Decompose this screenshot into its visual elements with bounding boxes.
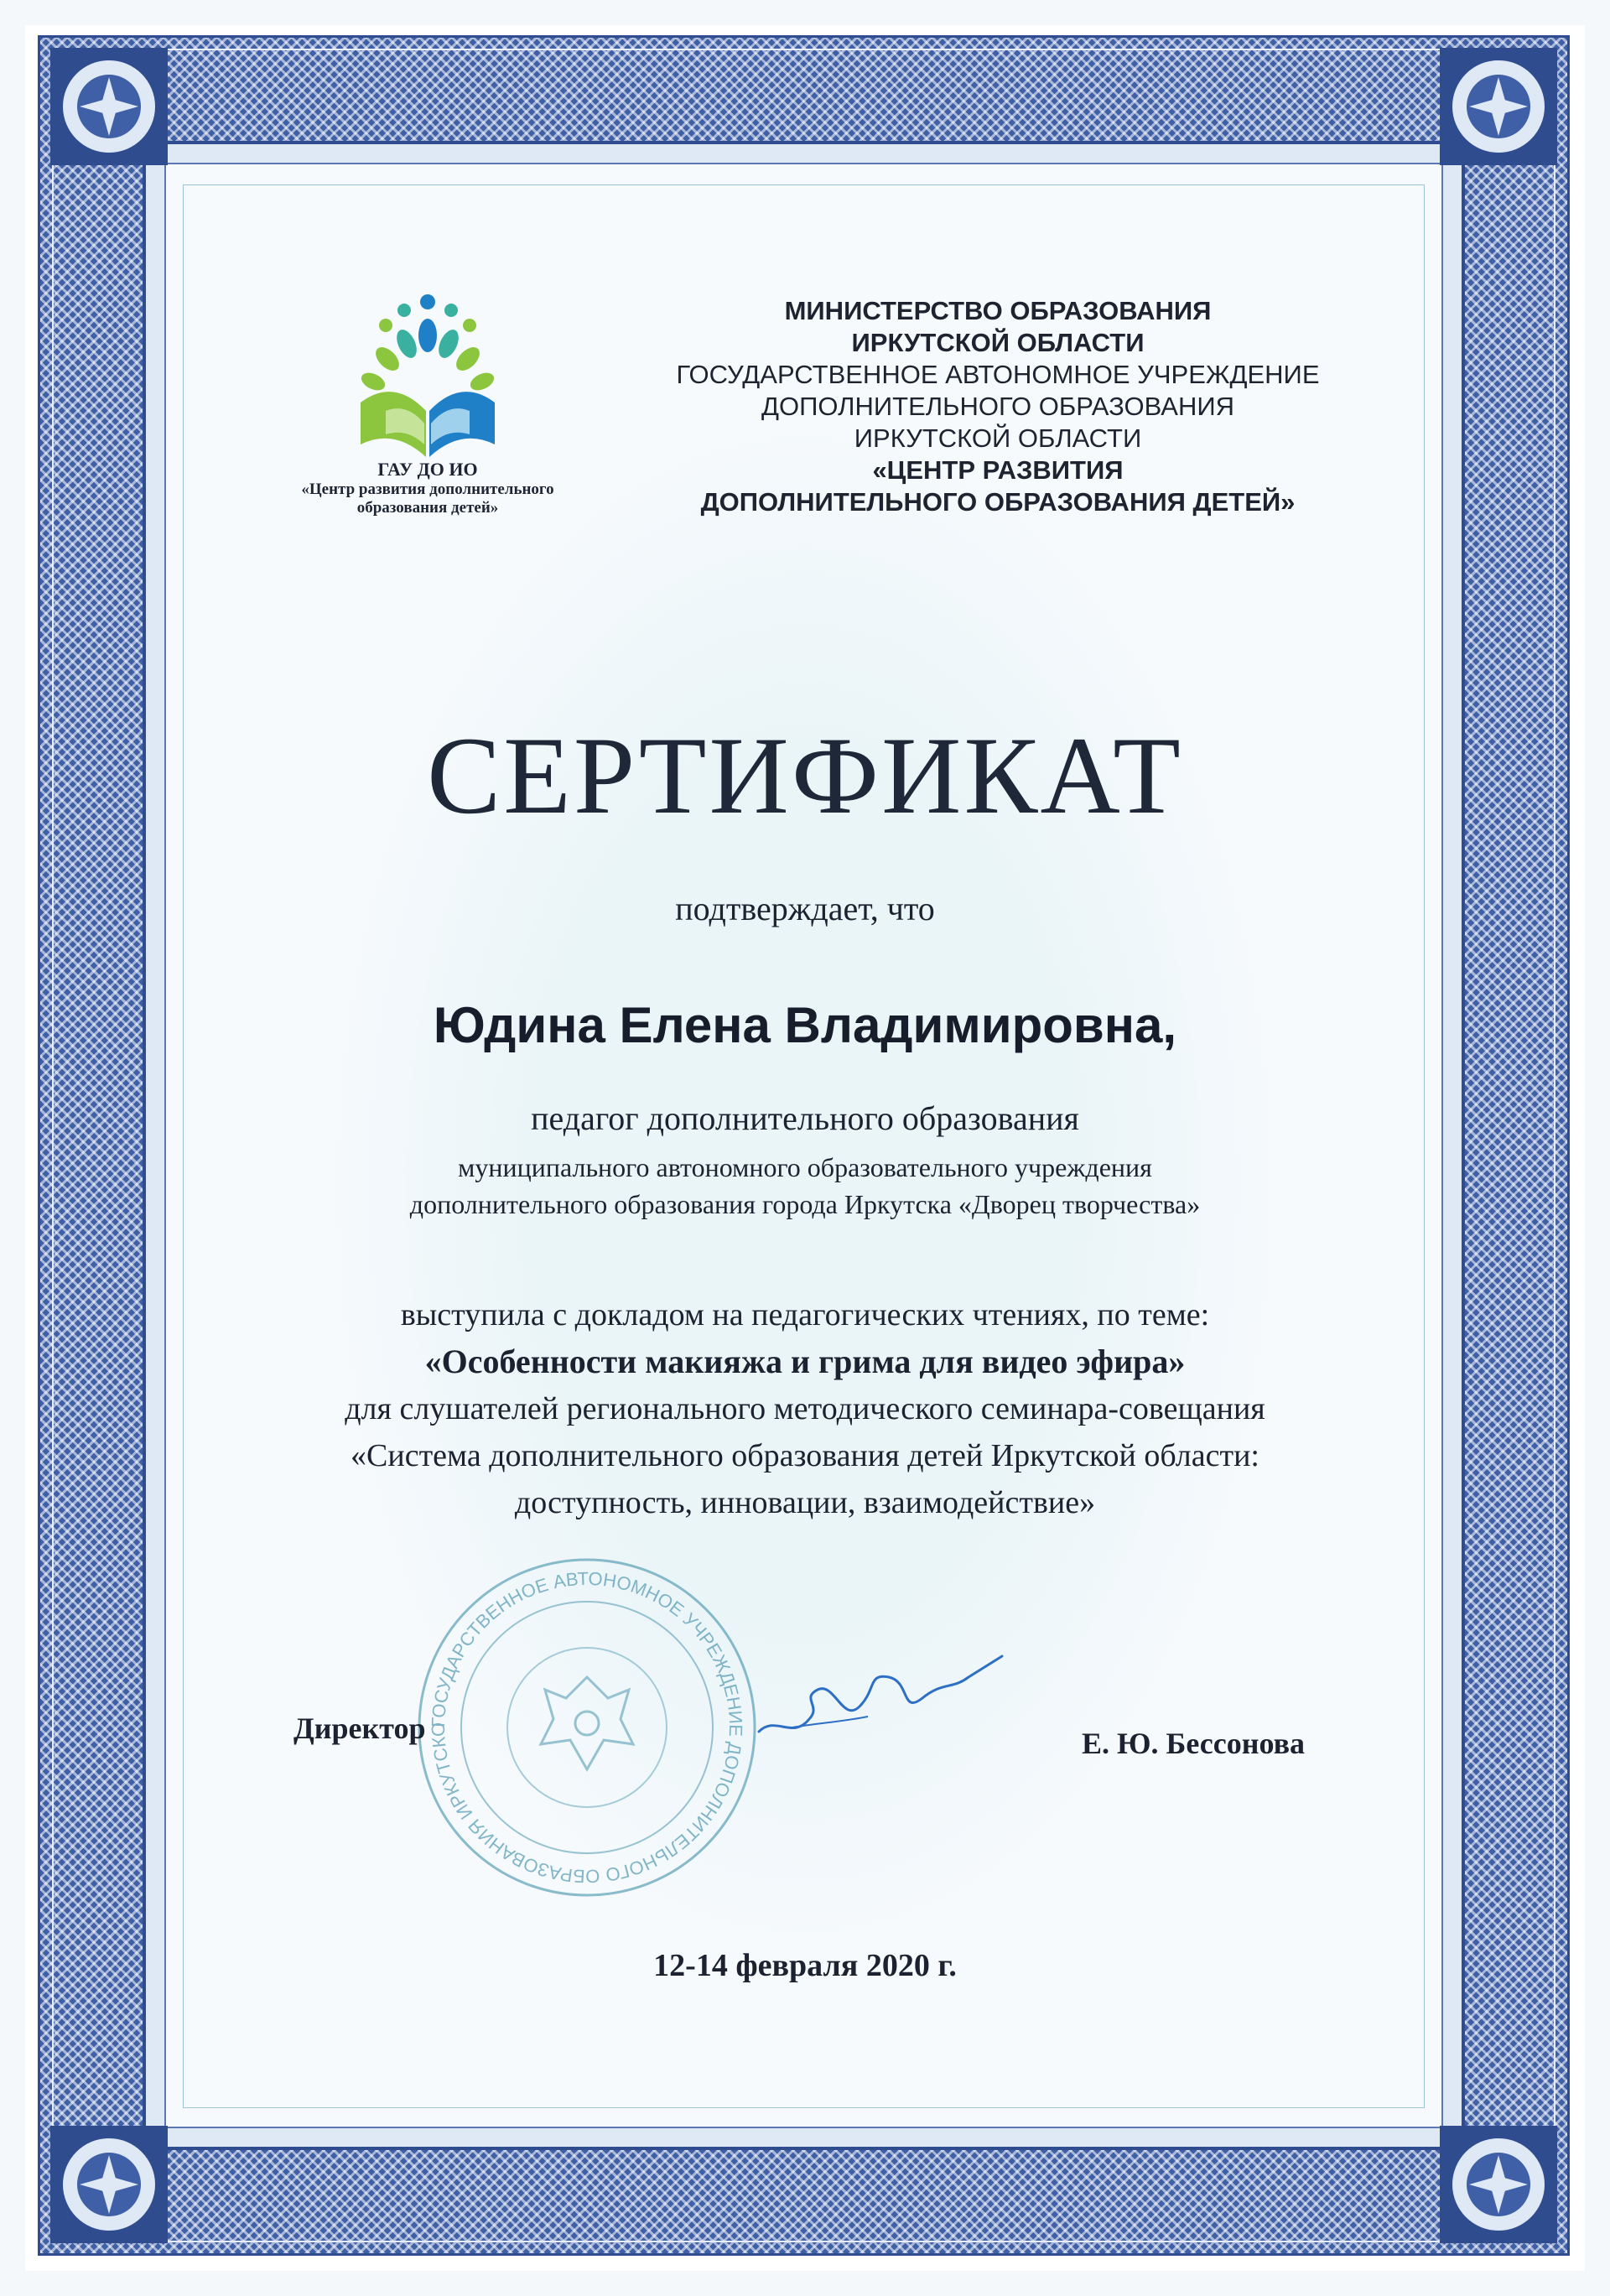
signer-name: Е. Ю. Бессонова <box>1082 1727 1306 1760</box>
seal-text: ГОСУДАРСТВЕННОЕ АВТОНОМНОЕ УЧРЕЖДЕНИЕ ДОПОЛНИТЕЛЬНОГО ОБРАЗОВАНИЯ ИРКУТСКО <box>427 1567 747 1888</box>
recipient-name: Юдина Елена Владимировна, <box>433 997 1177 1053</box>
logo-caption <box>243 458 612 517</box>
coat-of-arms-icon <box>541 1677 633 1769</box>
tree-book-logo-icon <box>327 277 528 478</box>
speech-line: выступила с докладом на педагогических чтениях, по теме: <box>400 1297 1210 1332</box>
logo-caption-abbr: ГАУ ДО ИО <box>377 459 478 480</box>
speech-line: для слушателей регионального методического семинара-совещания <box>345 1391 1265 1426</box>
speech-line: «Система дополнительного образования детей Иркутской области: <box>351 1438 1259 1473</box>
issuer-line: «ЦЕНТР РАЗВИТИЯ <box>872 455 1124 485</box>
signer-position: Директор <box>293 1712 426 1745</box>
recipient-role: педагог дополнительного образования <box>531 1099 1079 1137</box>
corner-ornament-icon <box>1427 2113 1570 2256</box>
certificate-date: 12-14 февраля 2020 г. <box>653 1948 957 1983</box>
logo-caption-line: образования детей» <box>356 499 499 517</box>
issuer-header <box>621 295 1375 518</box>
speech-line: доступность, инновации, взаимодействие» <box>514 1485 1096 1520</box>
issuer-line: ДОПОЛНИТЕЛЬНОГО ОБРАЗОВАНИЯ ДЕТЕЙ» <box>700 487 1296 517</box>
speech-topic: «Особенности макияжа и грима для видео эфира» <box>424 1343 1186 1380</box>
recipient-organization <box>252 1149 1358 1223</box>
issuer-line: МИНИСТЕРСТВО ОБРАЗОВАНИЯ <box>784 296 1212 325</box>
organization-line: дополнительного образования города Иркутска «Дворец творчества» <box>409 1189 1201 1219</box>
corner-ornament-icon <box>38 35 180 178</box>
issuer-line: ГОСУДАРСТВЕННОЕ АВТОНОМНОЕ УЧРЕЖДЕНИЕ <box>676 360 1320 389</box>
issuer-line: ИРКУТСКОЙ ОБЛАСТИ <box>854 423 1142 453</box>
corner-ornament-icon <box>38 2113 180 2256</box>
certificate-title: СЕРТИФИКАТ <box>427 714 1183 837</box>
speech-description <box>218 1291 1392 1526</box>
issuer-line: ДОПОЛНИТЕЛЬНОГО ОБРАЗОВАНИЯ <box>761 392 1234 421</box>
logo-caption-line: «Центр развития дополнительного <box>301 480 554 498</box>
issuer-line: ИРКУТСКОЙ ОБЛАСТИ <box>851 328 1145 357</box>
handwritten-signature <box>742 1639 1010 1757</box>
official-seal <box>411 1551 763 1904</box>
confirms-text: подтверждает, что <box>675 890 935 927</box>
corner-ornament-icon <box>1427 35 1570 178</box>
organization-line: муниципального автономного образовательного учреждения <box>458 1152 1152 1182</box>
